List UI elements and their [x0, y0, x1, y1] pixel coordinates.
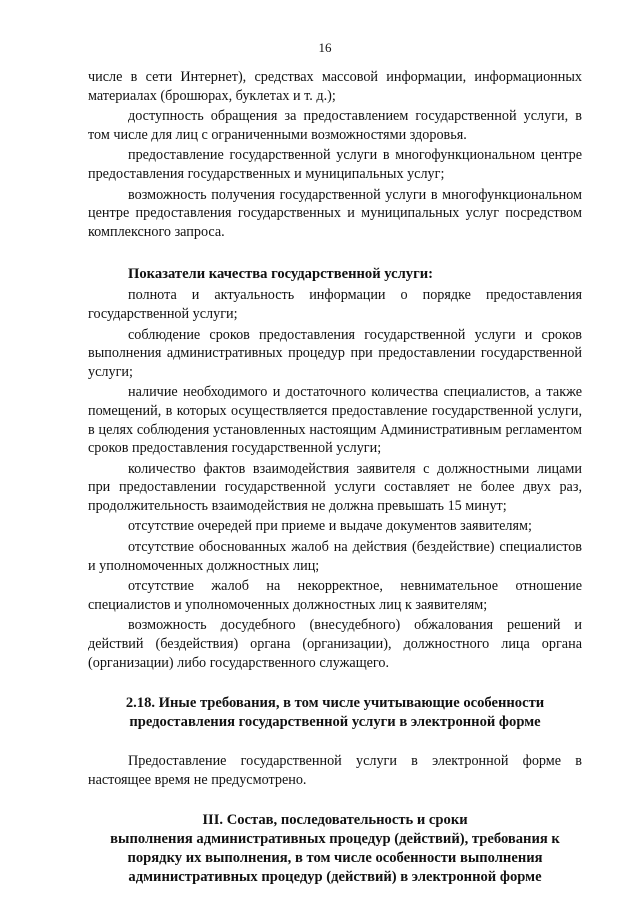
quality-item-2: соблюдение сроков предоставления государственной услуги и сроков выполнения административных процедур при предоставлении государственной услуги;: [88, 326, 582, 380]
chapter-3-heading-line-1: III. Состав, последовательность и сроки: [202, 812, 468, 829]
paragraph-intro-1: числе в сети Интернет), средствах массовой информации, информационных материалах (брошюрах, буклетах и т. д.);: [88, 69, 582, 104]
quality-item-8: возможность досудебного (внесудебного) обжалования решений и действий (бездействия) органа (организации), должностного лица органа (организации) либо государственного служащего.: [88, 617, 582, 671]
quality-item-7: отсутствие жалоб на некорректное, невнимательное отношение специалистов и уполномоченных должностных лиц к заявителям;: [88, 578, 582, 613]
chapter-3-heading-line-2: выполнения административных процедур (действий), требования к: [110, 831, 560, 848]
chapter-3-heading-line-4: административных процедур (действий) в электронной форме: [128, 869, 542, 886]
paragraph-intro-4: возможность получения государственной услуги в многофункциональном центре предоставления государственных и муниципальных услуг посредством комплексного запроса.: [88, 186, 582, 240]
spacer: [88, 791, 582, 811]
paragraph-intro-3: предоставление государственной услуги в многофункциональном центре предоставления государственных и муниципальных услуг;: [88, 147, 582, 182]
spacer: [88, 732, 582, 752]
quality-item-1: полнота и актуальность информации о порядке предоставления государственной услуги;: [88, 287, 582, 322]
page-number: 16: [318, 40, 332, 55]
quality-item-4: количество фактов взаимодействия заявителя с должностными лицами при предоставлении государственной услуги составляет не более двух раз, продолжительность взаимодействия не должна превышать 15 минут;: [88, 460, 582, 514]
paragraph-intro-2: доступность обращения за предоставлением государственной услуги, в том числе для лиц с ограниченными возможностями здоровья.: [88, 108, 582, 143]
section-2-18-heading-line-2: предоставления государственной услуги в электронной форме: [129, 714, 541, 731]
section-2-18-heading-line-1: 2.18. Иные требования, в том числе учитывающие особенности: [125, 695, 545, 712]
quality-item-3: наличие необходимого и достаточного количества специалистов, а также помещений, в которых осуществляется предоставление государственной услуги, в целях соблюдения установленных настоящим Административным регламентом сроков предоставления государственной услуги;: [88, 384, 582, 457]
spacer: [88, 674, 582, 694]
quality-item-5: отсутствие очередей при приеме и выдаче документов заявителям;: [128, 518, 532, 535]
quality-item-6: отсутствие обоснованных жалоб на действия (бездействие) специалистов и уполномоченных должностных лиц;: [88, 539, 582, 574]
quality-indicators-heading: Показатели качества государственной услуги:: [128, 266, 433, 283]
chapter-3-heading-line-3: порядку их выполнения, в том числе особенности выполнения: [127, 850, 543, 867]
spacer: [88, 243, 582, 265]
section-2-18-body: Предоставление государственной услуги в электронной форме в настоящее время не предусмотрено.: [88, 753, 582, 788]
